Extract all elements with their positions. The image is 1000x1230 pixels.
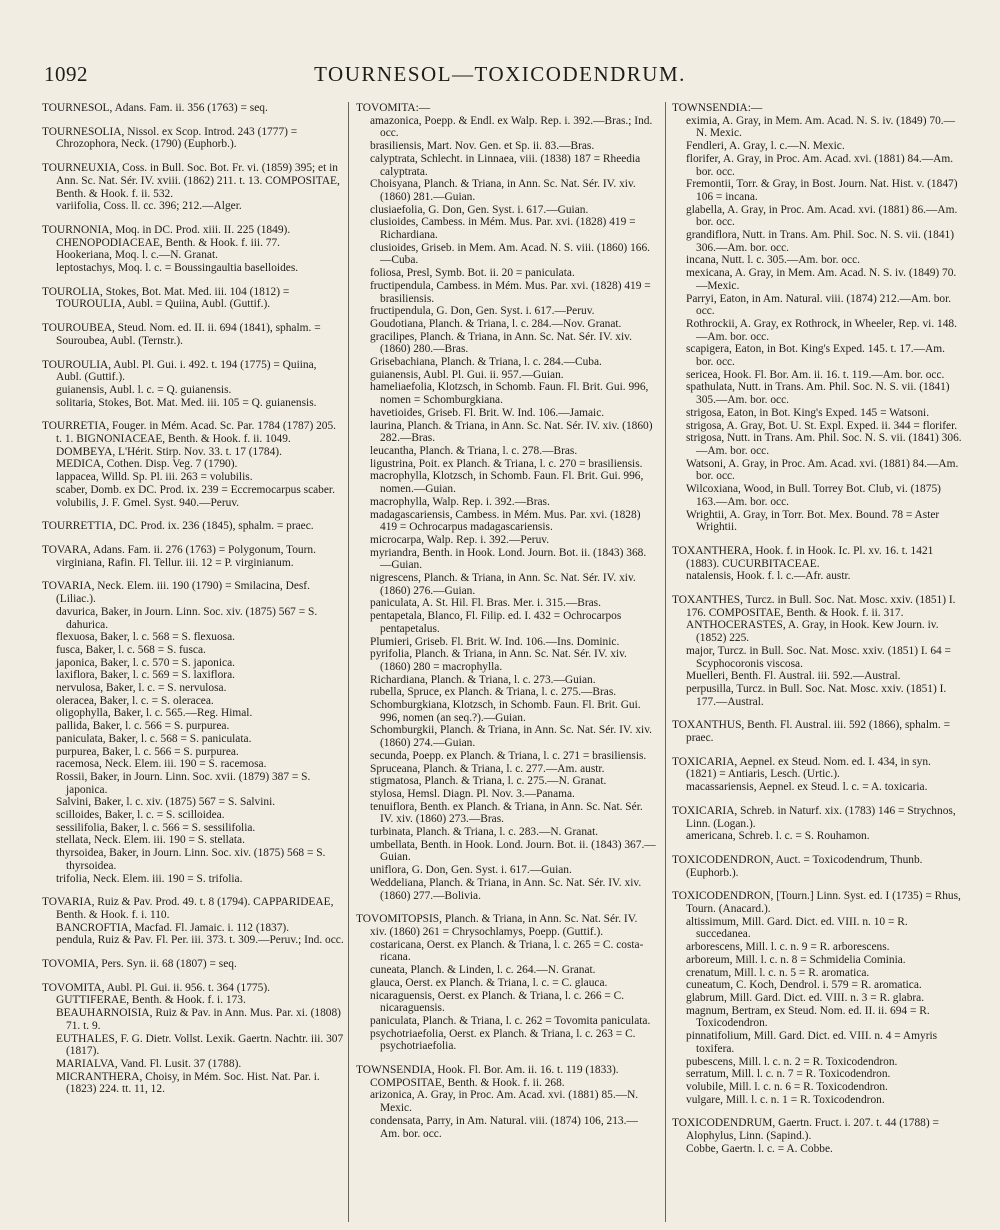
entry-headline: TOVOMITA, Aubl. Pl. Gui. ii. 956. t. 364 (1775). GUTTIFERAE, Benth. & Hook. f. i. 173.: [42, 981, 270, 1007]
entry-subline: volubilis, J. F. Gmel. Syst. 940.—Peruv.: [56, 496, 240, 509]
entry-headline: TOXANTHES, Turcz. in Bull. Soc. Nat. Mosc. xxiv. (1851) I. 176. COMPOSITAE, Benth. & Hook. f. ii. 317.: [672, 594, 956, 619]
column-1: [42, 102, 344, 1224]
entry-subline: spathulata, Nutt. in Trans. Am. Phil. Soc. N. S. vii. (1841) 305.—Am. bor. occ.: [686, 381, 950, 407]
entry-subline: stylosa, Hemsl. Diagn. Pl. Nov. 3.—Panama.: [370, 787, 575, 800]
dictionary-entry: [42, 126, 344, 151]
entry-subline: grandiflora, Nutt. in Trans. Am. Phil. Soc. N. S. vii. (1841) 306.—Am. bor. occ.: [686, 229, 955, 254]
entry-subline: havetioides, Griseb. Fl. Brit. W. Ind. 106.—Jamaic.: [370, 406, 605, 419]
entry-subline: ligustrina, Poit. ex Planch. & Triana, l. c. 270 = brasiliensis.: [370, 457, 643, 470]
entry-subline: umbellata, Benth. in Hook. Lond. Journ. Bot. ii. (1843) 367.—Guian.: [370, 838, 656, 864]
running-title: TOURNESOL—TOXICODENDRUM.: [314, 62, 686, 86]
entry-subline: Parryi, Eaton, in Am. Natural. viii. (1874) 212.—Am. bor. occ.: [686, 292, 952, 318]
entry-subline: clusiaefolia, G. Don, Gen. Syst. i. 617.—Guian.: [370, 203, 589, 216]
entry-subline: Rossii, Baker, in Journ. Linn. Soc. xvii. (1879) 387 = S. japonica.: [56, 770, 311, 796]
entry-subline: scaber, Domb. ex DC. Prod. ix. 239 = Eccremocarpus scaber.: [56, 483, 335, 496]
entry-subline: davurica, Baker, in Journ. Linn. Soc. xiv. (1875) 567 = S. dahurica.: [56, 605, 318, 631]
entry-subline: stigmatosa, Planch. & Triana, l. c. 275.—N. Granat.: [370, 775, 607, 788]
entry-subline: guianensis, Aubl. l. c. = Q. guianensis.: [56, 383, 232, 396]
entry-subline: scapigera, Eaton, in Bot. King's Exped. 145. t. 17.—Am. bor. occ.: [686, 343, 945, 369]
entry-headline: TOUROLIA, Stokes, Bot. Mat. Med. iii. 104 (1812) = TOUROULIA, Aubl. = Quiina, Aubl. (Guttif.).: [42, 285, 290, 311]
entry-subline: guianensis, Aubl. Pl. Gui. ii. 957.—Guian.: [370, 368, 564, 381]
entry-subline: MEDICA, Cothen. Disp. Veg. 7 (1790).: [56, 458, 238, 471]
entry-subline: incana, Nutt. l. c. 305.—Am. bor. occ.: [686, 254, 860, 267]
entry-subline: DOMBEYA, L'Hérit. Stirp. Nov. 33. t. 17 (1784).: [56, 445, 282, 458]
dictionary-entry: [672, 1117, 962, 1155]
entry-headline: TOXICARIA, Aepnel. ex Steud. Nom. ed. I. 434, in syn. (1821) = Antiaris, Lesch. (Urtic.).: [672, 755, 931, 781]
entry-subline: Hookeriana, Moq. l. c.—N. Granat.: [56, 249, 218, 262]
entry-headline: TOUROUBEA, Steud. Nom. ed. II. ii. 694 (1841), sphalm. = Souroubea, Aubl. (Ternstr.).: [42, 322, 321, 347]
entry-subline: arborescens, Mill. l. c. n. 9 = R. arborescens.: [686, 941, 890, 954]
entry-headline: TOXICODENDRUM, Gaertn. Fruct. i. 207. t. 44 (1788) = Alophylus, Linn. (Sapind.).: [672, 1117, 939, 1143]
column-3: [672, 102, 962, 1224]
entry-headline: TOURNESOL, Adans. Fam. ii. 356 (1763) = seq.: [42, 102, 268, 114]
entry-subline: paniculata, Planch. & Triana, l. c. 262 = Tovomita paniculata.: [370, 1014, 651, 1027]
entry-subline: Rothrockii, A. Gray, ex Rothrock, in Wheeler, Rep. vi. 148.—Am. bor. occ.: [686, 317, 957, 343]
entry-subline: Salvini, Baker, l. c. xiv. (1875) 567 = S. Salvini.: [56, 796, 276, 809]
entry-subline: Muelleri, Benth. Fl. Austral. iii. 592.—Austral.: [686, 670, 901, 683]
entry-subline: nigrescens, Planch. & Triana, in Ann. Sc. Nat. Sér. IV. xiv. (1860) 276.—Guian.: [370, 572, 636, 597]
entry-subline: paniculata, Baker, l. c. 568 = S. paniculata.: [56, 732, 252, 745]
entry-subline: Weddeliana, Planch. & Triana, in Ann. Sc. Nat. Sér. IV. xiv. (1860) 277.—Bolivia.: [370, 876, 642, 902]
entry-subline: arboreum, Mill. l. c. n. 8 = Schmidelia Cominia.: [686, 953, 906, 966]
entry-subline: nervulosa, Baker, l. c. = S. nervulosa.: [56, 682, 227, 695]
entry-subline: condensata, Parry, in Am. Natural. viii. (1874) 106, 213.—Am. bor. occ.: [370, 1114, 638, 1140]
entry-subline: leptostachys, Moq. l. c. = Boussingaultia baselloides.: [56, 262, 299, 275]
entry-subline: tenuiflora, Benth. ex Planch. & Triana, in Ann. Sc. Nat. Sér. IV. xiv. (1860) 273.—Bras.: [370, 800, 643, 826]
entry-subline: natalensis, Hook. f. l. c.—Afr. austr.: [686, 570, 851, 583]
entry-subline: paniculata, A. St. Hil. Fl. Bras. Mer. i. 315.—Bras.: [370, 597, 601, 610]
entry-subline: laurina, Planch. & Triana, in Ann. Sc. Nat. Sér. IV. xiv. (1860) 282.—Bras.: [370, 419, 653, 445]
entry-subline: glabella, A. Gray, in Proc. Am. Acad. xvi. (1881) 86.—Am. bor. occ.: [686, 203, 958, 229]
entry-subline: Wrightii, A. Gray, in Torr. Bot. Mex. Bound. 78 = Aster Wrightii.: [686, 508, 940, 534]
entry-subline: calyptrata, Schlecht. in Linnaea, viii. (1838) 187 = Rheedia calyptrata.: [370, 152, 641, 178]
entry-subline: scilloides, Baker, l. c. = S. scilloidea.: [56, 809, 225, 822]
entry-subline: cuneatum, C. Koch, Dendrol. i. 579 = R. aromatica.: [686, 979, 922, 992]
entry-subline: uniflora, G. Don, Gen. Syst. i. 617.—Guian.: [370, 864, 572, 877]
entry-subline: turbinata, Planch. & Triana, l. c. 283.—N. Granat.: [370, 826, 599, 839]
entry-subline: macrophylla, Klotzsch, in Schomb. Faun. Fl. Brit. Gui. 996, nomen.—Guian.: [370, 470, 644, 496]
entry-headline: TOURNEUXIA, Coss. in Bull. Soc. Bot. Fr. vi. (1859) 395; et in Ann. Sc. Nat. Sér. IV. xviii. (1862) 211. t. 13. COMPOSITAE, Benth. & Hook. f. ii. 532.: [42, 162, 340, 200]
entry-headline: TOVOMITOPSIS, Planch. & Triana, in Ann. Sc. Nat. Sér. IV. xiv. (1860) 261 = Chrysochlamys, Poepp. (Guttif.).: [356, 913, 638, 938]
entry-subline: psychotriaefolia, Oerst. ex Planch. & Triana, l. c. 263 = C. psychotriaefolia.: [370, 1027, 636, 1053]
entry-headline: TOWNSENDIA:—: [672, 102, 763, 114]
page-header: [0, 0, 1000, 100]
entry-subline: fusca, Baker, l. c. 568 = S. fusca.: [56, 643, 206, 656]
entry-subline: purpurea, Baker, l. c. 566 = S. purpurea.: [56, 745, 239, 758]
entry-subline: trifolia, Neck. Elem. iii. 190 = S. trifolia.: [56, 872, 243, 885]
dictionary-entry: [42, 420, 344, 509]
dictionary-entry: [42, 102, 344, 115]
entry-subline: brasiliensis, Mart. Nov. Gen. et Sp. ii. 83.—Bras.: [370, 140, 595, 153]
entry-headline: TOVARIA, Ruiz & Pav. Prod. 49. t. 8 (1794). CAPPARIDEAE, Benth. & Hook. f. i. 110.: [42, 896, 334, 921]
entry-subline: Fremontii, Torr. & Gray, in Bost. Journ. Nat. Hist. v. (1847) 106 = incana.: [686, 178, 958, 203]
entry-headline: TOVARA, Adans. Fam. ii. 276 (1763) = Polygonum, Tourn.: [42, 543, 316, 556]
dictionary-entry: [672, 102, 962, 534]
entry-subline: costaricana, Oerst. ex Planch. & Triana, l. c. 265 = C. costa-ricana.: [370, 938, 644, 964]
entry-subline: Fendleri, A. Gray, l. c.—N. Mexic.: [686, 140, 845, 153]
entry-subline: Grisebachiana, Planch. & Triana, l. c. 284.—Cuba.: [370, 356, 602, 369]
column-divider: [665, 102, 666, 1222]
entry-subline: oleracea, Baker, l. c. = S. oleracea.: [56, 694, 214, 707]
dictionary-entry: [672, 756, 962, 794]
dictionary-entry: [672, 854, 962, 879]
dictionary-entry: [672, 594, 962, 708]
entry-headline: TOVOMIA, Pers. Syn. ii. 68 (1807) = seq.: [42, 958, 237, 971]
entry-subline: fructipendula, Cambess. in Mém. Mus. Par. xvi. (1828) 419 = brasiliensis.: [370, 279, 651, 305]
entry-subline: sessilifolia, Baker, l. c. 566 = S. sessilifolia.: [56, 821, 256, 834]
dictionary-entry: [42, 580, 344, 885]
entry-subline: microcarpa, Walp. Rep. i. 392.—Peruv.: [370, 533, 550, 546]
dictionary-entry: [672, 719, 962, 744]
entry-subline: gracilipes, Planch. & Triana, in Ann. Sc. Nat. Sér. IV. xiv. (1860) 280.—Bras.: [370, 330, 632, 356]
entry-subline: MICRANTHERA, Choisy, in Mém. Soc. Hist. Nat. Par. i. (1823) 224. tt. 11, 12.: [56, 1070, 320, 1096]
dictionary-entry: [42, 520, 344, 533]
entry-subline: pentapetala, Blanco, Fl. Filip. ed. I. 432 = Ochrocarpos pentapetalus.: [370, 610, 622, 635]
entry-subline: flexuosa, Baker, l. c. 568 = S. flexuosa.: [56, 631, 236, 644]
page-number: 1092: [44, 62, 88, 86]
entry-subline: myriandra, Benth. in Hook. Lond. Journ. Bot. ii. (1843) 368.—Guian.: [370, 546, 647, 572]
entry-headline: TOURNESOLIA, Nissol. ex Scop. Introd. 243 (1777) = Chrozophora, Neck. (1790) (Euphorb.).: [42, 125, 298, 151]
dictionary-entry: [356, 1064, 656, 1140]
entry-subline: ANTHOCERASTES, A. Gray, in Hook. Kew Journ. iv. (1852) 225.: [686, 619, 939, 645]
entry-subline: strigosa, A. Gray, Bot. U. St. Expl. Exped. ii. 344 = florifer.: [686, 419, 958, 432]
entry-subline: thyrsoidea, Baker, in Journ. Linn. Soc. xiv. (1875) 568 = S. thyrsoidea.: [56, 847, 326, 872]
entry-subline: cuneata, Planch. & Linden, l. c. 264.—N. Granat.: [370, 964, 596, 977]
entry-subline: mexicana, A. Gray, in Mem. Am. Acad. N. S. iv. (1849) 70.—Mexic.: [686, 267, 957, 292]
entry-subline: laxiflora, Baker, l. c. 569 = S. laxiflora.: [56, 669, 235, 682]
entry-subline: pendula, Ruiz & Pav. Fl. Per. iii. 373. t. 309.—Peruv.; Ind. occ.: [56, 934, 344, 947]
entry-subline: major, Turcz. in Bull. Soc. Nat. Mosc. xxiv. (1851) I. 64 = Scyphocoronis viscosa.: [686, 644, 951, 670]
entry-subline: nicaraguensis, Oerst. ex Planch. & Triana, l. c. 266 = C. nicaraguensis.: [370, 989, 625, 1015]
entry-subline: stellata, Neck. Elem. iii. 190 = S. stellata.: [56, 834, 245, 847]
entry-subline: eximia, A. Gray, in Mem. Am. Acad. N. S. iv. (1849) 70.—N. Mexic.: [686, 114, 956, 140]
column-2: [356, 102, 656, 1224]
entry-subline: arizonica, A. Gray, in Proc. Am. Acad. xvi. (1881) 85.—N. Mexic.: [370, 1089, 639, 1115]
entry-headline: TOXICARIA, Schreb. in Naturf. xix. (1783) 146 = Strychnos, Linn. (Logan.).: [672, 804, 956, 830]
entry-subline: clusioides, Griseb. in Mem. Am. Acad. N. S. viii. (1860) 166.—Cuba.: [370, 241, 650, 267]
entry-subline: Wilcoxiana, Wood, in Bull. Torrey Bot. Club, vi. (1875) 163.—Am. bor. occ.: [686, 483, 941, 508]
entry-subline: florifer, A. Gray, in Proc. Am. Acad. xvi. (1881) 84.—Am. bor. occ.: [686, 152, 954, 178]
entry-subline: pallida, Baker, l. c. 566 = S. purpurea.: [56, 720, 230, 733]
dictionary-entry: [42, 286, 344, 311]
entry-subline: solitaria, Stokes, Bot. Mat. Med. iii. 105 = Q. guianensis.: [56, 396, 317, 409]
entry-subline: Schomburgkiana, Klotzsch, in Schomb. Faun. Fl. Brit. Gui. 996, nomen (an seq.?).—Guian.: [370, 699, 641, 724]
dictionary-entry: [42, 958, 344, 971]
entry-subline: Richardiana, Planch. & Triana, l. c. 273.—Guian.: [370, 673, 596, 686]
entry-subline: oligophylla, Baker, l. c. 565.—Reg. Himal.: [56, 707, 253, 720]
entry-subline: Cobbe, Gaertn. l. c. = A. Cobbe.: [686, 1142, 833, 1155]
entry-subline: BEAUHARNOISIA, Ruiz & Pav. in Ann. Mus. Par. xi. (1808) 71. t. 9.: [56, 1007, 341, 1032]
entry-subline: magnum, Bertram, ex Steud. Nom. ed. II. ii. 694 = R. Toxicodendron.: [686, 1004, 930, 1030]
entry-subline: fructipendula, G. Don, Gen. Syst. i. 617.—Peruv.: [370, 305, 595, 318]
entry-subline: pyrifolia, Planch. & Triana, in Ann. Sc. Nat. Sér. IV. xiv. (1860) 280 = macrophylla.: [370, 648, 627, 673]
entry-subline: hameliaefolia, Klotzsch, in Schomb. Faun. Fl. Brit. Gui. 996, nomen = Schomburgkiana.: [370, 381, 649, 407]
entry-subline: americana, Schreb. l. c. = S. Rouhamon.: [686, 830, 870, 843]
dictionary-entry: [672, 545, 962, 583]
entry-subline: madagascariensis, Cambess. in Mém. Mus. Par. xvi. (1828) 419 = Ochrocarpus madagascariensis.: [370, 508, 641, 534]
entry-subline: MARIALVA, Vand. Fl. Lusit. 37 (1788).: [56, 1058, 242, 1070]
entry-subline: variifolia, Coss. ll. cc. 396; 212.—Alger.: [56, 200, 242, 213]
entry-headline: TOXANTHUS, Benth. Fl. Austral. iii. 592 (1866), sphalm. = praec.: [672, 719, 951, 745]
dictionary-entry: [672, 805, 962, 843]
entry-subline: strigosa, Eaton, in Bot. King's Exped. 145 = Watsoni.: [686, 406, 930, 419]
dictionary-entry: [42, 224, 344, 275]
entry-subline: japonica, Baker, l. c. 570 = S. japonica.: [56, 656, 235, 669]
entry-headline: TOURNONIA, Moq. in DC. Prod. xiii. II. 225 (1849). CHENOPODIACEAE, Benth. & Hook. f. iii. 77.: [42, 223, 291, 249]
entry-subline: Choisyana, Planch. & Triana, in Ann. Sc. Nat. Sér. IV. xiv. (1860) 281.—Guian.: [370, 178, 636, 203]
entry-subline: Spruceana, Planch. & Triana, l. c. 277.—Am. austr.: [370, 762, 605, 775]
entry-subline: glabrum, Mill. Gard. Dict. ed. VIII. n. 3 = R. glabra.: [686, 992, 925, 1004]
entry-subline: Plumieri, Griseb. Fl. Brit. W. Ind. 106.—Ins. Dominic.: [370, 635, 620, 648]
entry-headline: TOUROULIA, Aubl. Pl. Gui. i. 492. t. 194 (1775) = Quiina, Aubl. (Guttif.).: [42, 358, 317, 384]
dictionary-entry: [356, 102, 656, 902]
entry-subline: Goudotiana, Planch. & Triana, l. c. 284.—Nov. Granat.: [370, 317, 622, 330]
entry-subline: lappacea, Willd. Sp. Pl. iii. 263 = volubilis.: [56, 471, 253, 484]
entry-subline: clusioides, Cambess. in Mém. Mus. Par. xvi. (1828) 419 = Richardiana.: [370, 216, 636, 242]
entry-subline: EUTHALES, F. G. Dietr. Vollst. Lexik. Gaertn. Nachtr. iii. 307 (1817).: [56, 1032, 344, 1058]
entry-subline: amazonica, Poepp. & Endl. ex Walp. Rep. i. 392.—Bras.; Ind. occ.: [370, 114, 653, 140]
entry-subline: rubella, Spruce, ex Planch. & Triana, l. c. 275.—Bras.: [370, 686, 617, 699]
entry-headline: TOWNSENDIA, Hook. Fl. Bor. Am. ii. 16. t. 119 (1833). COMPOSITAE, Benth. & Hook. f. ii. 268.: [356, 1064, 619, 1089]
entry-headline: TOURRETTIA, DC. Prod. ix. 236 (1845), sphalm. = praec.: [42, 520, 314, 533]
entry-subline: foliosa, Presl, Symb. Bot. ii. 20 = paniculata.: [370, 267, 575, 280]
dictionary-entry: [42, 322, 344, 347]
entry-subline: strigosa, Nutt. in Trans. Am. Phil. Soc. N. S. vii. (1841) 306.—Am. bor. occ.: [686, 432, 962, 457]
dictionary-entry: [42, 896, 344, 947]
entry-subline: crenatum, Mill. l. c. n. 5 = R. aromatica.: [686, 966, 870, 979]
entry-subline: pubescens, Mill. l. c. n. 2 = R. Toxicodendron.: [686, 1055, 898, 1068]
entry-subline: leucantha, Planch. & Triana, l. c. 278.—Bras.: [370, 444, 578, 457]
entry-subline: Watsoni, A. Gray, in Proc. Am. Acad. xvi. (1881) 84.—Am. bor. occ.: [686, 457, 959, 483]
entry-subline: sericea, Hook. Fl. Bor. Am. ii. 16. t. 119.—Am. bor. occ.: [686, 368, 945, 381]
entry-subline: glauca, Oerst. ex Planch. & Triana, l. c. = C. glauca.: [370, 976, 608, 989]
dictionary-entry: [42, 359, 344, 410]
entry-subline: serratum, Mill. l. c. n. 7 = R. Toxicodendron.: [686, 1068, 891, 1081]
entry-subline: racemosa, Neck. Elem. iii. 190 = S. racemosa.: [56, 758, 267, 771]
entry-headline: TOVOMITA:—: [356, 102, 431, 114]
dictionary-entry: [42, 162, 344, 213]
entry-subline: BANCROFTIA, Macfad. Fl. Jamaic. i. 112 (1837).: [56, 921, 290, 934]
dictionary-entry: [42, 982, 344, 1096]
entry-subline: Schomburgkii, Planch. & Triana, in Ann. Sc. Nat. Sér. IV. xiv. (1860) 274.—Guian.: [370, 724, 653, 750]
entry-subline: altissimum, Mill. Gard. Dict. ed. VIII. n. 10 = R. succedanea.: [686, 915, 908, 941]
dictionary-entry: [42, 544, 344, 569]
column-divider: [348, 102, 349, 1222]
entry-headline: TOXANTHERA, Hook. f. in Hook. Ic. Pl. xv. 16. t. 1421 (1883). CUCURBITACEAE.: [672, 544, 934, 570]
entry-subline: macrophylla, Walp. Rep. i. 392.—Bras.: [370, 495, 550, 508]
dictionary-entry: [672, 890, 962, 1106]
entry-subline: virginiana, Rafin. Fl. Tellur. iii. 12 = P. virginianum.: [56, 556, 294, 569]
entry-headline: TOXICODENDRON, [Tourn.] Linn. Syst. ed. I (1735) = Rhus, Tourn. (Anacard.).: [672, 890, 961, 916]
dictionary-entry: [356, 913, 656, 1053]
entry-subline: pinnatifolium, Mill. Gard. Dict. ed. VIII. n. 4 = Amyris toxifera.: [686, 1030, 938, 1055]
entry-headline: TOURRETIA, Fouger. in Mém. Acad. Sc. Par. 1784 (1787) 205. t. 1. BIGNONIACEAE, Benth. & Hook. f. ii. 1049.: [42, 420, 337, 446]
entry-subline: secunda, Poepp. ex Planch. & Triana, l. c. 271 = brasiliensis.: [370, 749, 647, 762]
entry-subline: vulgare, Mill. l. c. n. 1 = R. Toxicodendron.: [686, 1093, 885, 1106]
entry-headline: TOVARIA, Neck. Elem. iii. 190 (1790) = Smilacina, Desf. (Liliac.).: [42, 580, 310, 606]
entry-subline: perpusilla, Turcz. in Bull. Soc. Nat. Mosc. xxiv. (1851) I. 177.—Austral.: [686, 682, 947, 708]
entry-subline: volubile, Mill. l. c. n. 6 = R. Toxicodendron.: [686, 1080, 888, 1093]
entry-subline: macassariensis, Aepnel. ex Steud. l. c. = A. toxicaria.: [686, 781, 928, 794]
entry-headline: TOXICODENDRON, Auct. = Toxicodendrum, Thunb. (Euphorb.).: [672, 853, 923, 879]
